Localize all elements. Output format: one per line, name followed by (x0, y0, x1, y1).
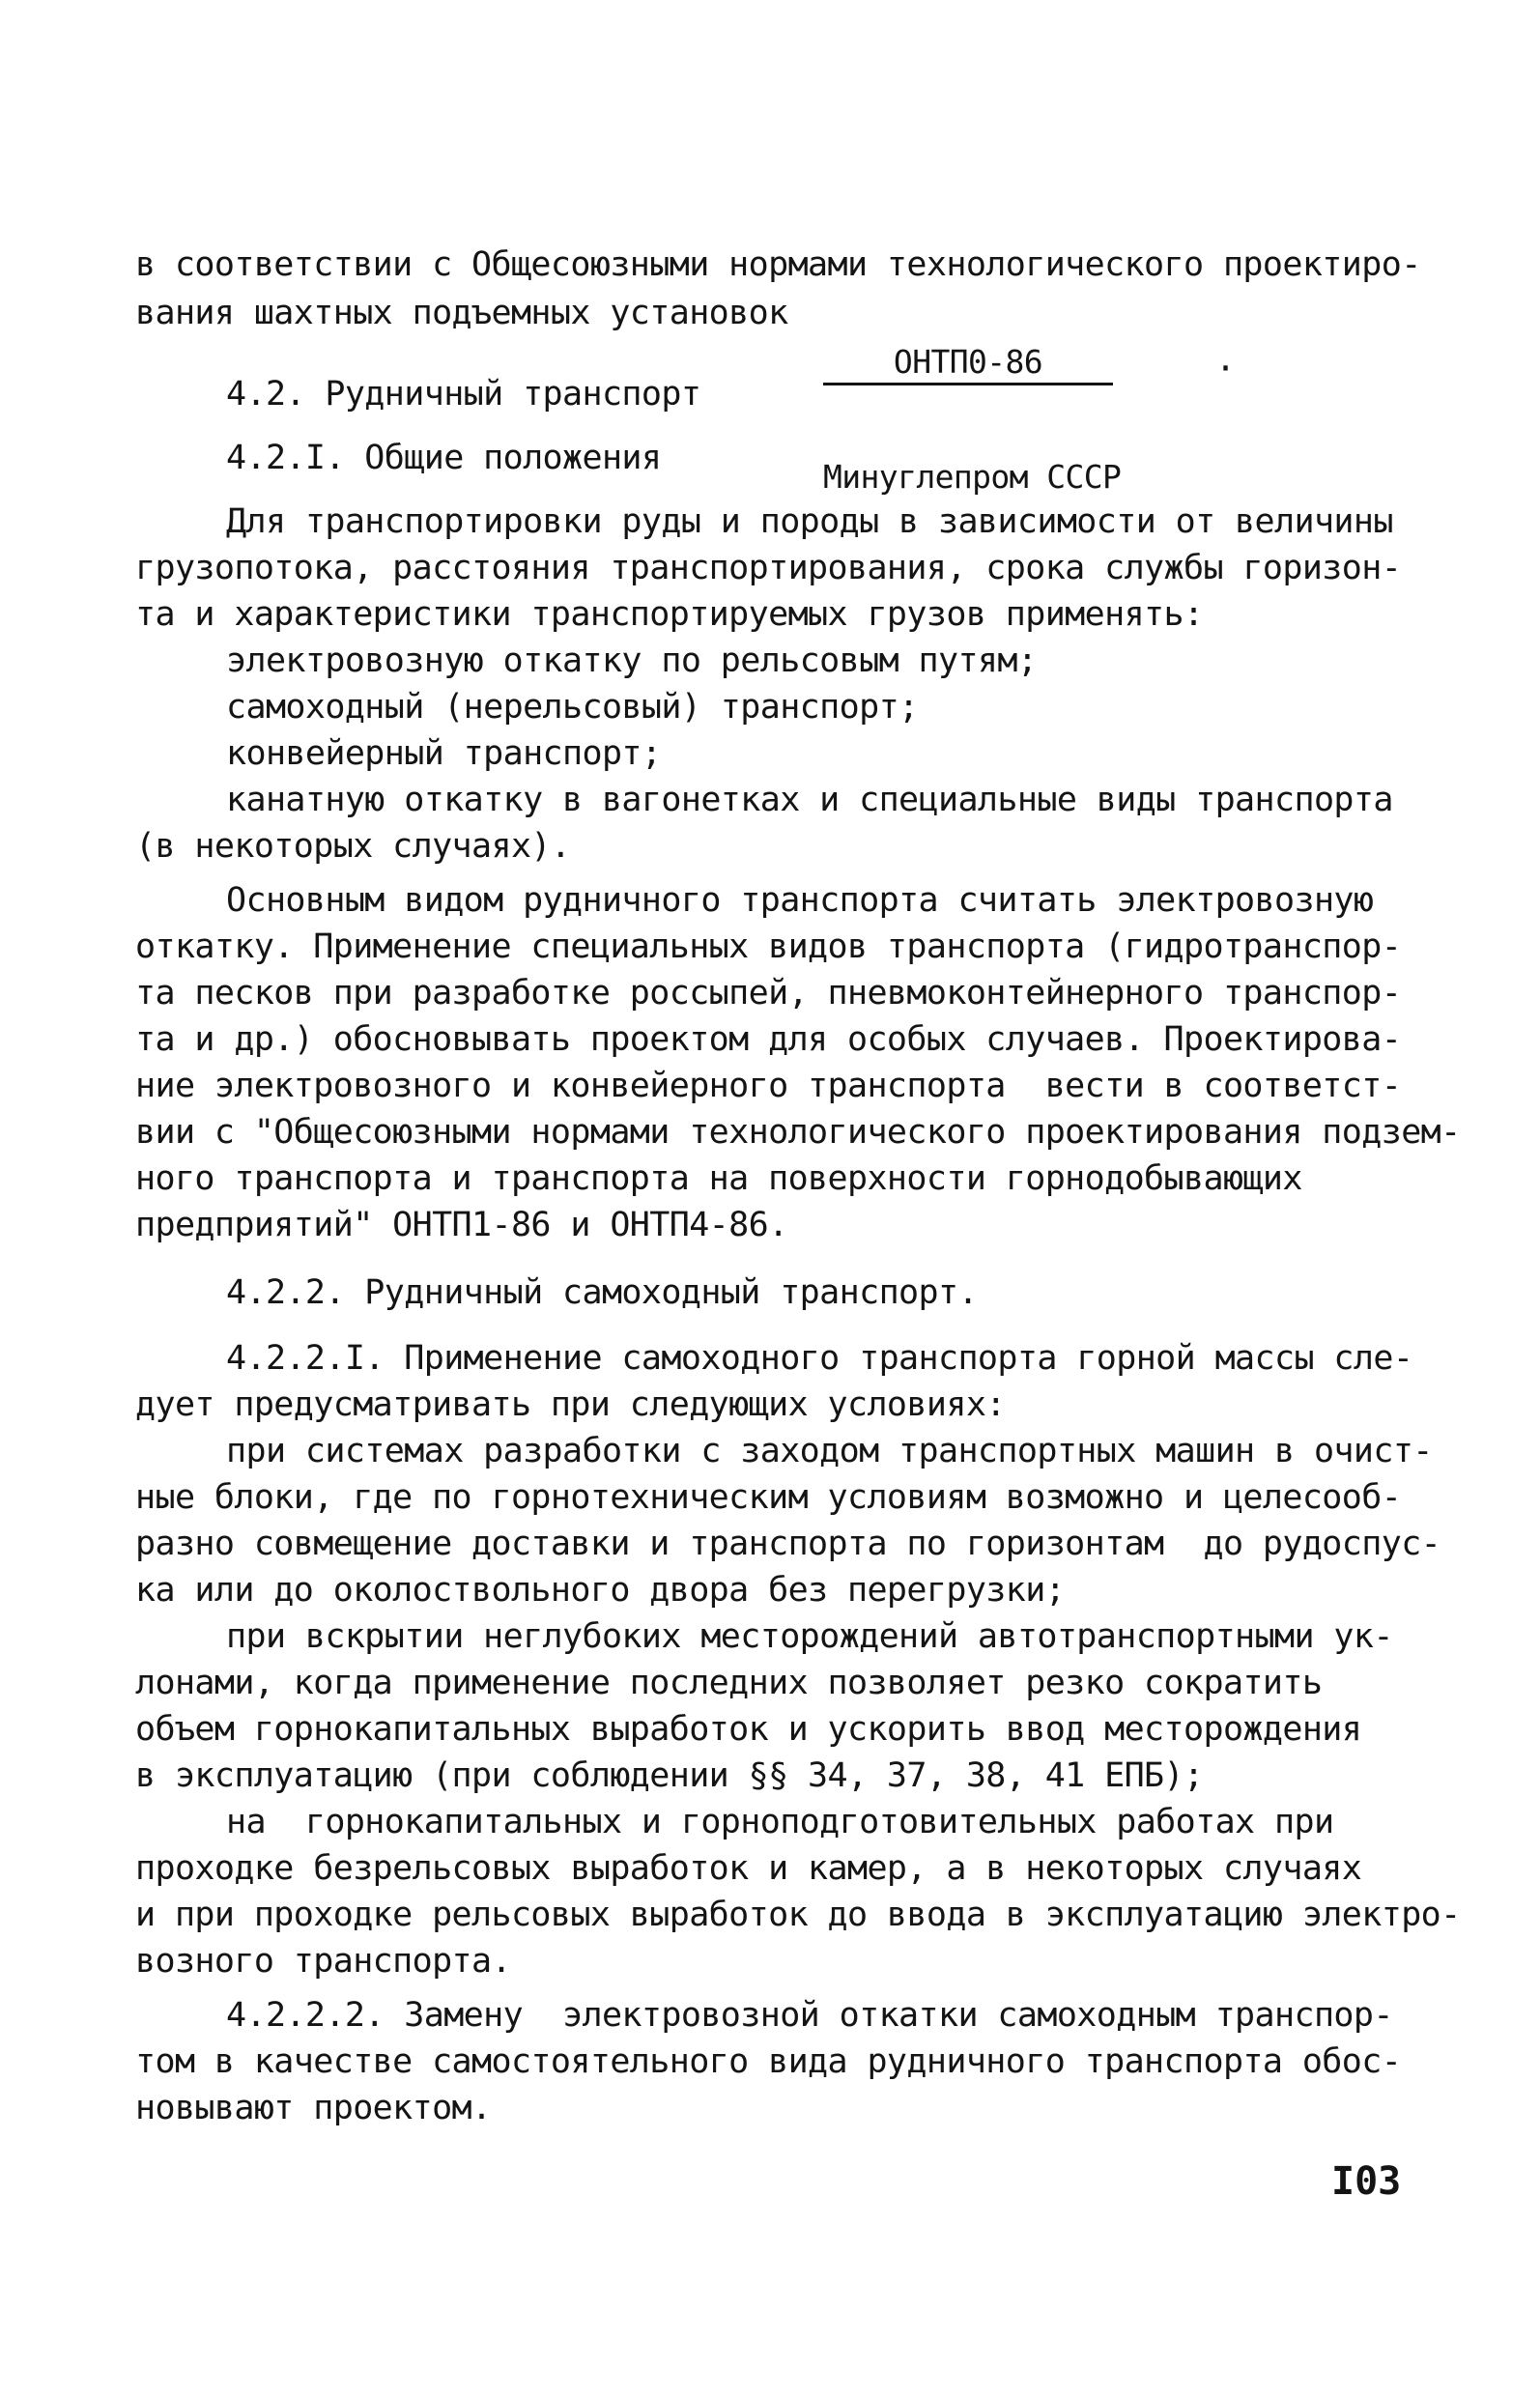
text-line: ные блоки, где по горнотехническим условиям возможно и целесооб- (135, 1478, 1402, 1517)
text-line: том в качестве самостоятельного вида рудничного транспорта обос- (135, 2042, 1402, 2081)
page-number: I03 (1331, 2159, 1402, 2204)
text-line: вания шахтных подъемных установок (135, 294, 788, 332)
text-line: в эксплуатацию (при соблюдении §§ 34, 37, 38, 41 ЕПБ); (135, 1756, 1204, 1795)
text-line: в соответствии с Общесоюзными нормами технологического проектиро- (135, 245, 1421, 284)
text-line: 4.2.2.I. Применение самоходного транспорта горной массы сле- (226, 1339, 1413, 1378)
text-line: грузопотока, расстояния транспортирования, срока службы горизон- (135, 549, 1402, 587)
text-line: разно совмещение доставки и транспорта по горизонтам до рудоспус- (135, 1525, 1441, 1563)
text-line: (в некоторых случаях). (135, 827, 571, 866)
text-line: Для транспортировки руды и породы в зависимости от величины (226, 502, 1393, 541)
text-line: та песков при разработке россыпей, пневмоконтейнерного транспор- (135, 974, 1402, 1013)
text-line: лонами, когда применение последних позволяет резко сократить (135, 1664, 1323, 1702)
text-line: ние электровозного и конвейерного транспорта вести в соответст- (135, 1067, 1402, 1105)
subsection-heading: 4.2.I. Общие положения (226, 439, 662, 477)
text-line: 4.2.2.2. Замену электровозной откатки самоходным транспор- (226, 1996, 1393, 2035)
text-line: дует предусматривать при следующих условиях: (135, 1385, 1006, 1424)
fraction-suffix: · (1215, 350, 1237, 388)
list-item: электровозную откатку по рельсовым путям; (226, 642, 1038, 680)
subsection-heading: 4.2.2. Рудничный самоходный транспорт. (226, 1273, 978, 1312)
list-item: конвейерный транспорт; (226, 734, 662, 773)
section-heading: 4.2. Рудничный транспорт (226, 375, 701, 414)
text-line: проходке безрельсовых выработок и камер, а в некоторых случаях (135, 1849, 1362, 1888)
text-line: та и характеристики транспортируемых грузов применять: (135, 595, 1204, 634)
fraction-numerator: ОНТП0-86 (823, 344, 1113, 385)
text-line: возного транспорта. (135, 1942, 511, 1981)
text-line: на горнокапитальных и горноподготовительных работах при (226, 1803, 1334, 1841)
text-line: та и др.) обосновывать проектом для особых случаев. Проектирова- (135, 1020, 1402, 1059)
text-line: откатку. Применение специальных видов транспорта (гидротранспор- (135, 927, 1402, 966)
text-line: при системах разработки с заходом транспортных машин в очист- (226, 1432, 1433, 1470)
text-line: предприятий" ОНТП1-86 и ОНТП4-86. (135, 1206, 788, 1244)
text-line: вии с "Общесоюзными нормами технологического проектирования подзем- (135, 1113, 1461, 1152)
text-line: ного транспорта и транспорта на поверхности горнодобывающих (135, 1159, 1302, 1198)
text-line: новывают проектом. (135, 2089, 492, 2127)
list-item: канатную откатку в вагонетках и специальные виды транспорта (226, 781, 1393, 819)
fraction-denominator: Минуглепром СССР (823, 458, 1122, 496)
list-item: самоходный (нерельсовый) транспорт; (226, 688, 919, 727)
text-line: объем горнокапитальных выработок и ускорить ввод месторождения (135, 1710, 1362, 1749)
text-line: ка или до околоствольного двора без перегрузки; (135, 1571, 1066, 1610)
text-line: и при проходке рельсовых выработок до ввода в эксплуатацию электро- (135, 1896, 1461, 1934)
text-line: Основным видом рудничного транспорта считать электровозную (226, 881, 1374, 920)
text-line: при вскрытии неглубоких месторождений автотранспортными ук- (226, 1617, 1393, 1656)
